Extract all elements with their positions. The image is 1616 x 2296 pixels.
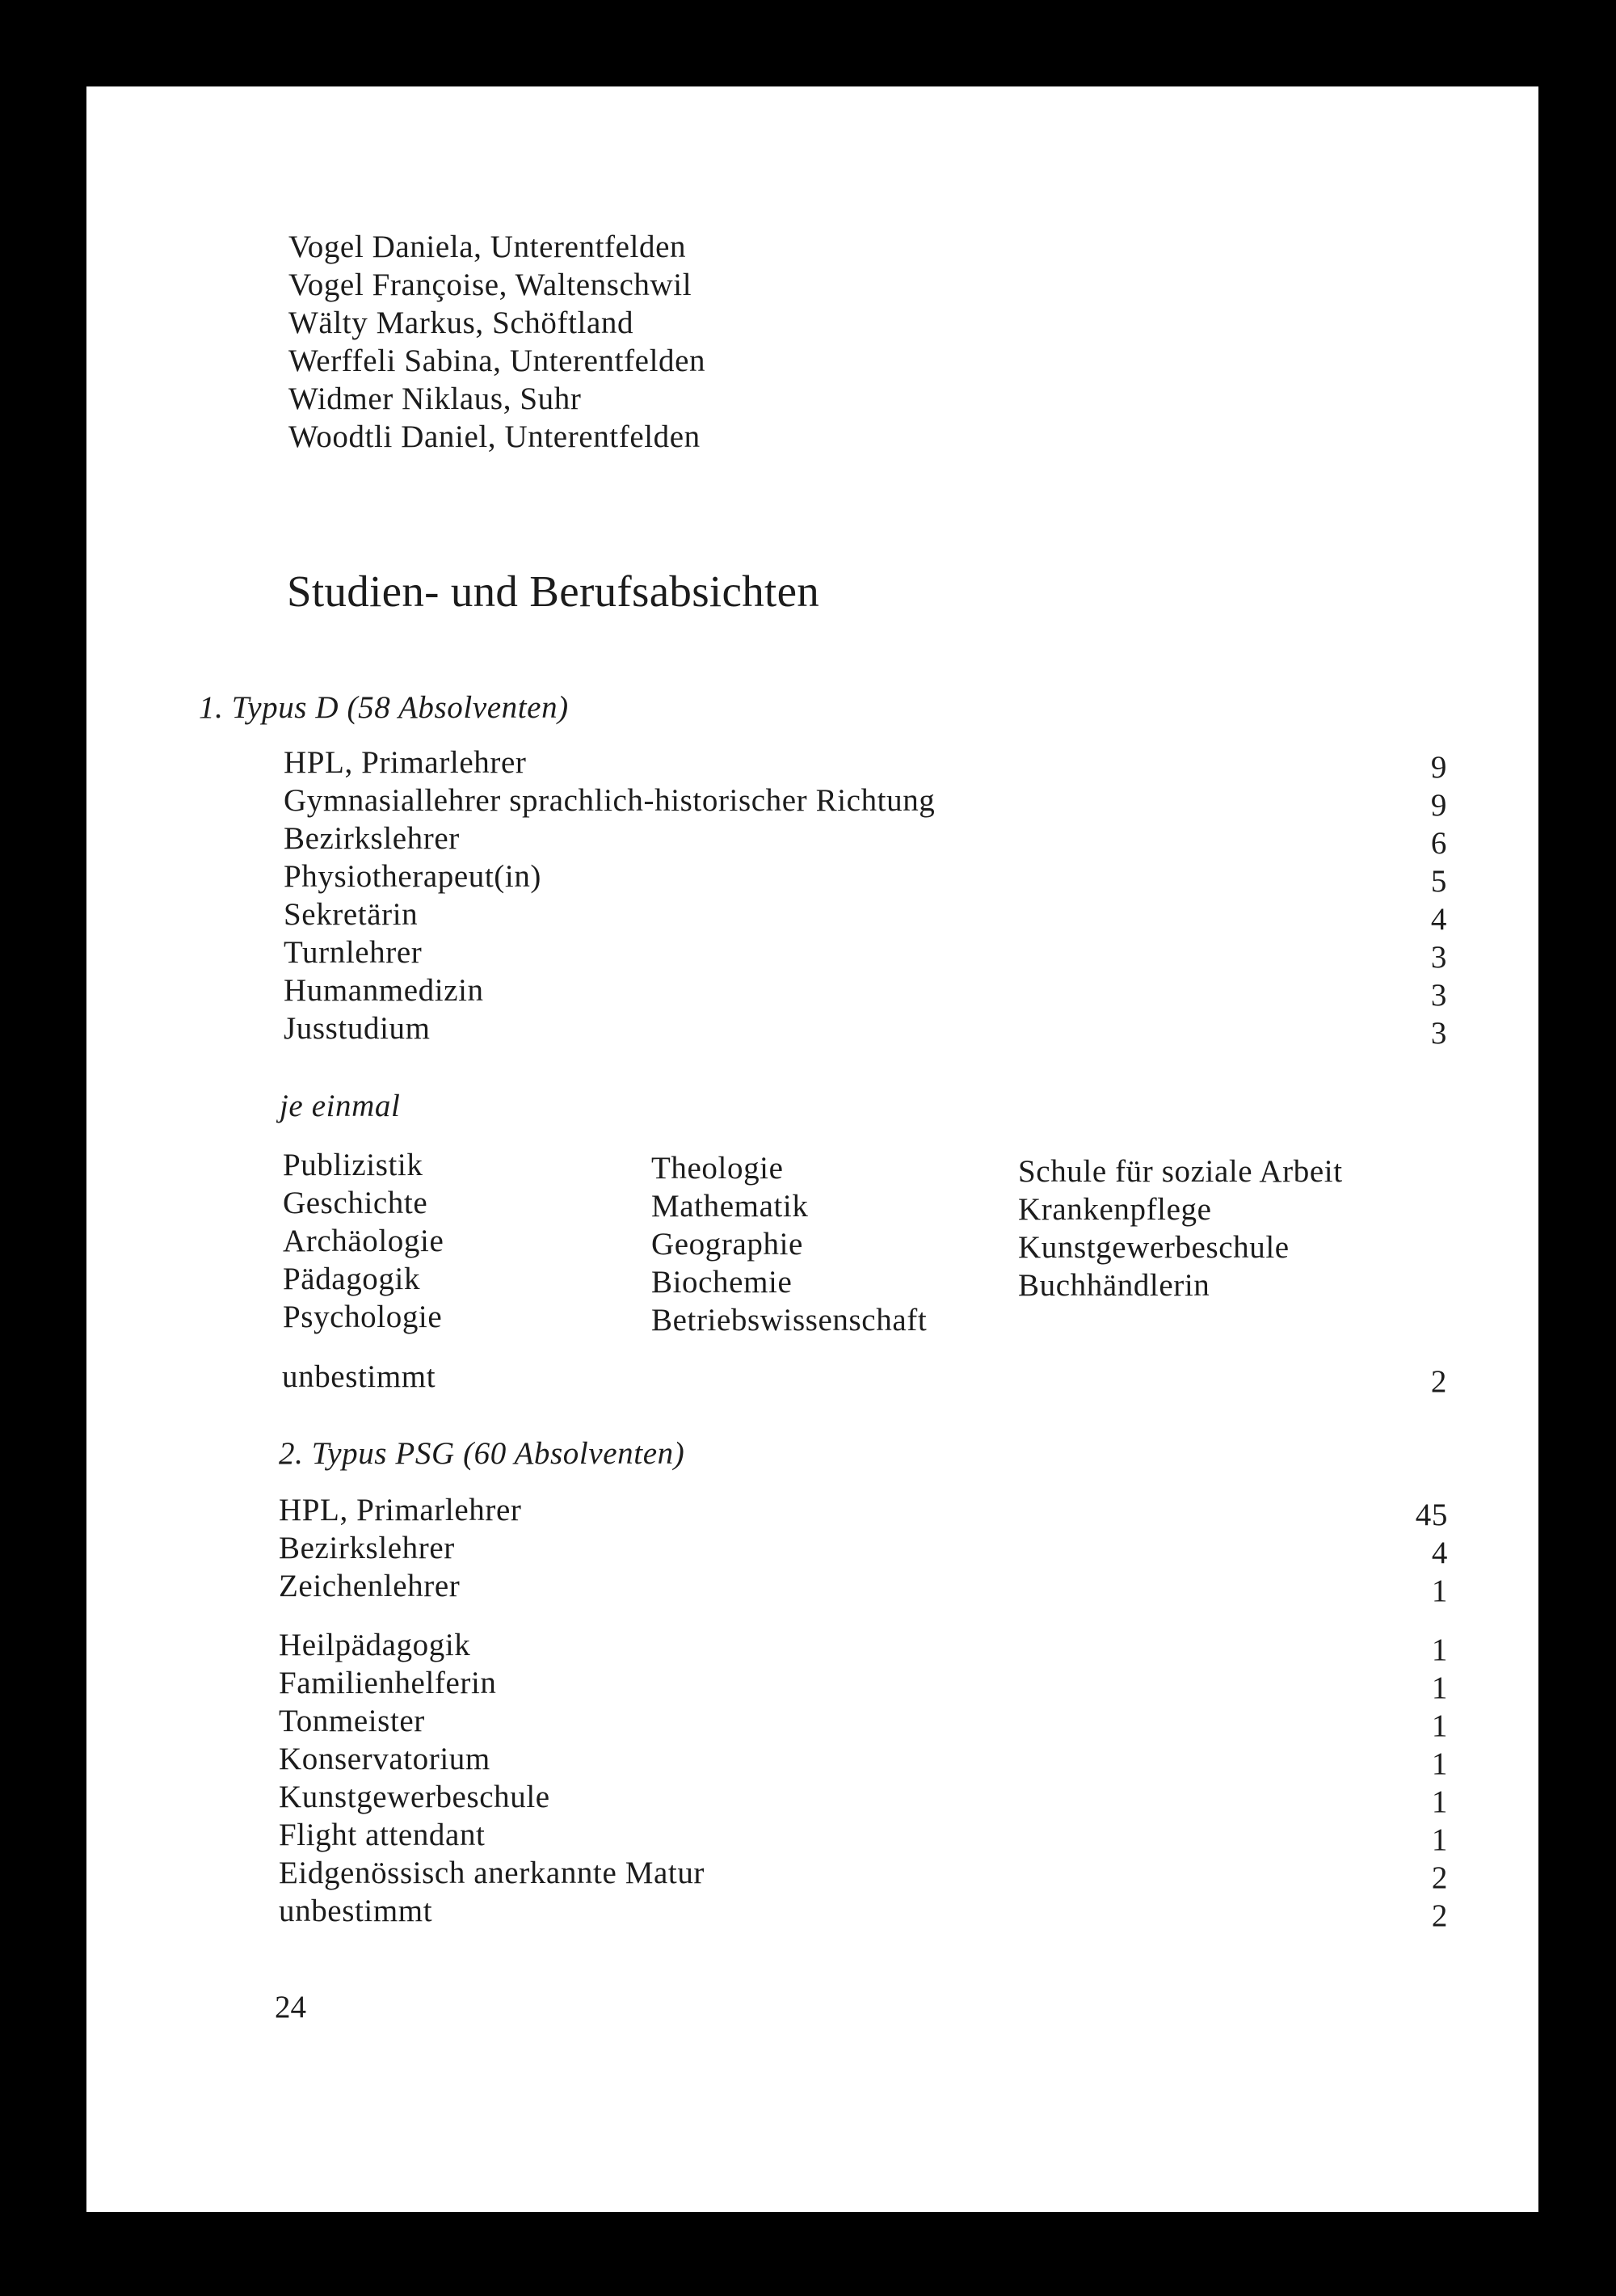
table-row (279, 1702, 1448, 1743)
section-heading: Studien- und Berufsabsichten (287, 567, 820, 616)
row-label: Eidgenössisch anerkannte Matur (279, 1856, 705, 1890)
row-label: unbestimmt (282, 1359, 436, 1394)
table-row (279, 1626, 1448, 1667)
list-item: Theologie (651, 1151, 784, 1186)
list-item: Biochemie (651, 1265, 793, 1300)
list-item: Werffeli Sabina, Unterentfelden (288, 343, 706, 378)
row-count: 3 (1430, 940, 1447, 975)
row-label: Gymnasiallehrer sprachlich-historischer Richtung (284, 783, 936, 818)
row-label: Bezirkslehrer (284, 821, 460, 856)
list-item: Publizistik (283, 1148, 423, 1182)
row-label: Heilpädagogik (279, 1628, 471, 1662)
table-row (284, 781, 1447, 823)
table-row (279, 1664, 1448, 1705)
list-item: Widmer Niklaus, Suhr (288, 381, 582, 416)
table-row (284, 744, 1447, 785)
page-number: 24 (275, 1990, 306, 2024)
row-label: Kunstgewerbeschule (279, 1780, 550, 1814)
table-row (279, 1740, 1448, 1781)
je-einmal-label: je einmal (280, 1089, 401, 1123)
row-count: 1 (1431, 1670, 1448, 1705)
table-row (282, 1358, 1447, 1399)
row-label: Humanmedizin (284, 973, 484, 1008)
table-row (279, 1529, 1448, 1570)
row-label: Zeichenlehrer (279, 1569, 461, 1603)
row-count: 9 (1430, 750, 1447, 785)
list-item: Betriebswissenschaft (651, 1303, 928, 1338)
row-count: 2 (1431, 1860, 1448, 1895)
row-label: Jusstudium (284, 1011, 431, 1046)
section2-table-b (279, 1626, 1448, 1933)
row-count: 1 (1431, 1573, 1448, 1608)
table-row (284, 1009, 1447, 1051)
row-count: 1 (1431, 1822, 1448, 1857)
row-count: 5 (1430, 864, 1447, 899)
je-einmal-column-3 (1018, 1152, 1343, 1304)
list-item: Mathematik (651, 1189, 809, 1224)
table-row (279, 1816, 1448, 1857)
je-einmal-column-1 (283, 1146, 444, 1336)
name-list (288, 228, 705, 456)
list-item: Schule für soziale Arbeit (1018, 1154, 1343, 1189)
row-count: 4 (1431, 1536, 1448, 1570)
table-row (279, 1854, 1448, 1895)
row-label: Flight attendant (279, 1818, 486, 1852)
row-count: 4 (1430, 902, 1447, 937)
list-item: Wälty Markus, Schöftland (288, 305, 634, 340)
row-count: 2 (1431, 1898, 1448, 1933)
table-row (284, 895, 1447, 937)
row-label: Turnlehrer (284, 935, 423, 970)
row-count: 3 (1430, 978, 1447, 1013)
row-count: 1 (1431, 1784, 1448, 1819)
row-count: 3 (1430, 1016, 1447, 1051)
list-item: Geographie (651, 1227, 803, 1262)
list-item: Vogel Françoise, Waltenschwil (288, 268, 692, 302)
list-item: Kunstgewerbeschule (1018, 1230, 1290, 1265)
row-label: Physiotherapeut(in) (284, 859, 542, 894)
list-item: Krankenpflege (1018, 1192, 1212, 1227)
row-label: Bezirkslehrer (279, 1531, 455, 1565)
section1-unbestimmt (282, 1358, 1447, 1399)
table-row (279, 1491, 1448, 1532)
row-count: 1 (1431, 1632, 1448, 1667)
list-item: Psychologie (283, 1300, 443, 1334)
row-count: 45 (1415, 1498, 1448, 1532)
list-item: Archäologie (283, 1224, 444, 1258)
row-label: HPL, Primarlehrer (279, 1493, 522, 1527)
table-row (284, 857, 1447, 899)
table-row (284, 971, 1447, 1013)
list-item: Woodtli Daniel, Unterentfelden (288, 419, 701, 454)
row-label: HPL, Primarlehrer (284, 745, 527, 780)
list-item: Pädagogik (283, 1262, 421, 1296)
section1-title: 1. Typus D (58 Absolventen) (199, 690, 569, 725)
section2-title: 2. Typus PSG (60 Absolventen) (279, 1436, 685, 1471)
table-row (284, 819, 1447, 861)
row-label: Konservatorium (279, 1742, 490, 1776)
row-label: Familienhelferin (279, 1666, 497, 1700)
table-row (284, 933, 1447, 975)
row-count: 9 (1430, 788, 1447, 823)
section1-table (284, 744, 1447, 1051)
row-count: 2 (1430, 1364, 1447, 1399)
row-count: 1 (1431, 1708, 1448, 1743)
row-label: Sekretärin (284, 897, 419, 932)
section2-table-a (279, 1491, 1448, 1608)
table-row (279, 1892, 1448, 1933)
row-label: Tonmeister (279, 1704, 425, 1738)
table-row (279, 1567, 1448, 1608)
list-item: Buchhändlerin (1018, 1268, 1210, 1303)
list-item: Geschichte (283, 1186, 428, 1220)
table-row (279, 1778, 1448, 1819)
je-einmal-column-2 (651, 1149, 927, 1339)
row-count: 6 (1430, 826, 1447, 861)
row-label: unbestimmt (279, 1894, 433, 1928)
list-item: Vogel Daniela, Unterentfelden (288, 230, 687, 264)
row-count: 1 (1431, 1746, 1448, 1781)
